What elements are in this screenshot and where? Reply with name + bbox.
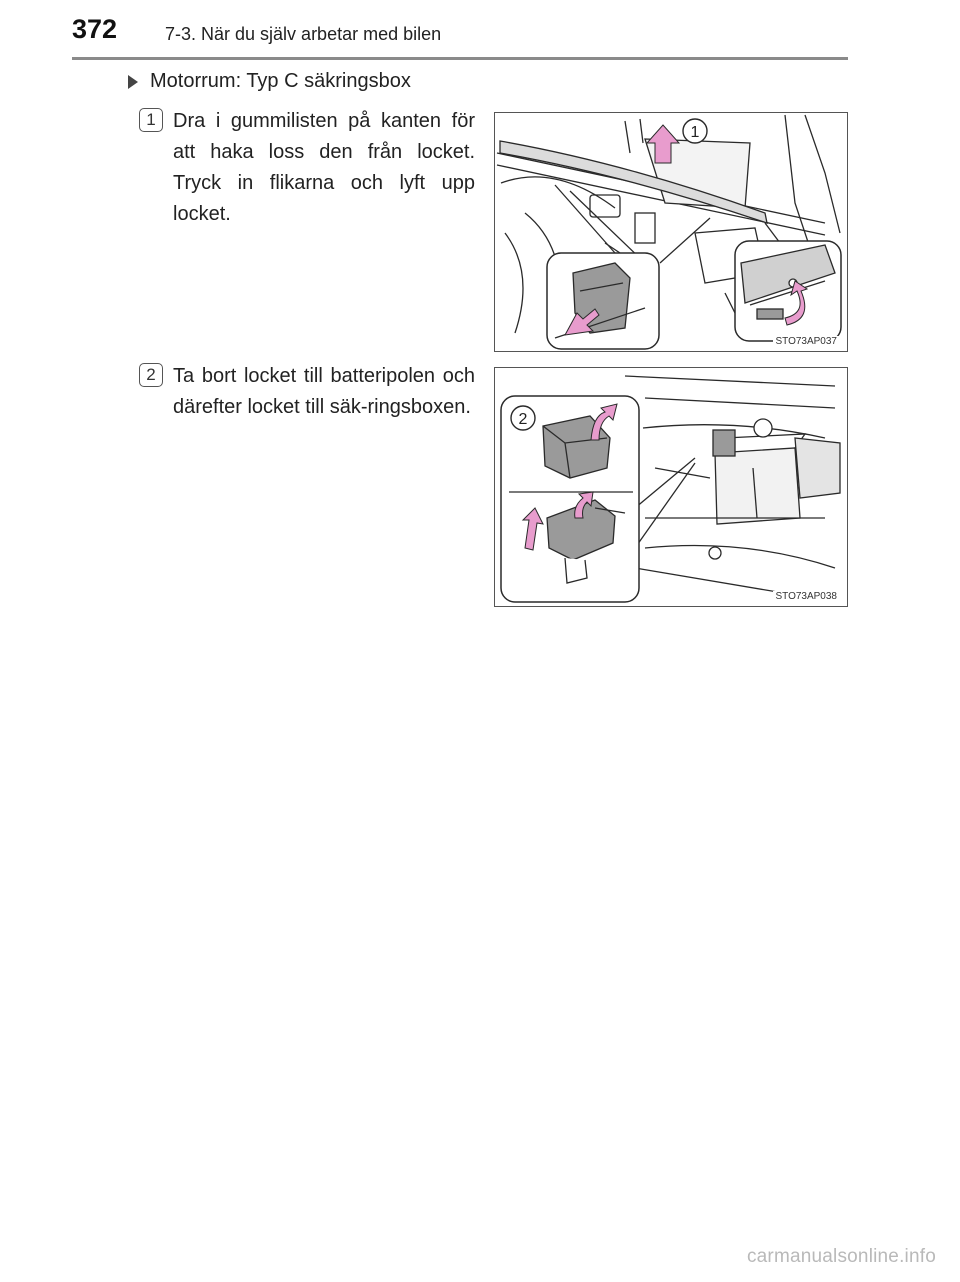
figure-code: STO73AP038 bbox=[775, 591, 837, 602]
figure-callout: 1 bbox=[690, 124, 700, 141]
page-number: 372 bbox=[72, 14, 118, 44]
battery-illustration bbox=[495, 368, 847, 606]
figure-fusebox-cover bbox=[494, 112, 848, 352]
step-number-badge: 1 bbox=[139, 108, 163, 132]
step-number-badge: 2 bbox=[139, 363, 163, 387]
step-text: Ta bort locket till batteripolen och därefter locket till säk-ringsboxen. bbox=[173, 365, 475, 418]
figure-battery-cover bbox=[494, 367, 848, 607]
section-heading bbox=[128, 70, 411, 93]
header-divider bbox=[72, 57, 848, 60]
step-text: Dra i gummilisten på kanten för att haka loss den från locket. Tryck in flikarna och lyft upp locket. bbox=[173, 110, 475, 225]
section-heading-text: Motorrum: Typ C säkringsbox bbox=[150, 70, 411, 92]
watermark: carmanualsonline.info bbox=[746, 1246, 936, 1267]
figure-callout: 2 bbox=[518, 411, 528, 428]
engine-bay-illustration bbox=[495, 113, 847, 351]
figure-code: STO73AP037 bbox=[775, 336, 837, 347]
chapter-title: 7-3. När du själv arbetar med bilen bbox=[165, 24, 442, 44]
triangle-bullet-icon bbox=[128, 75, 138, 89]
